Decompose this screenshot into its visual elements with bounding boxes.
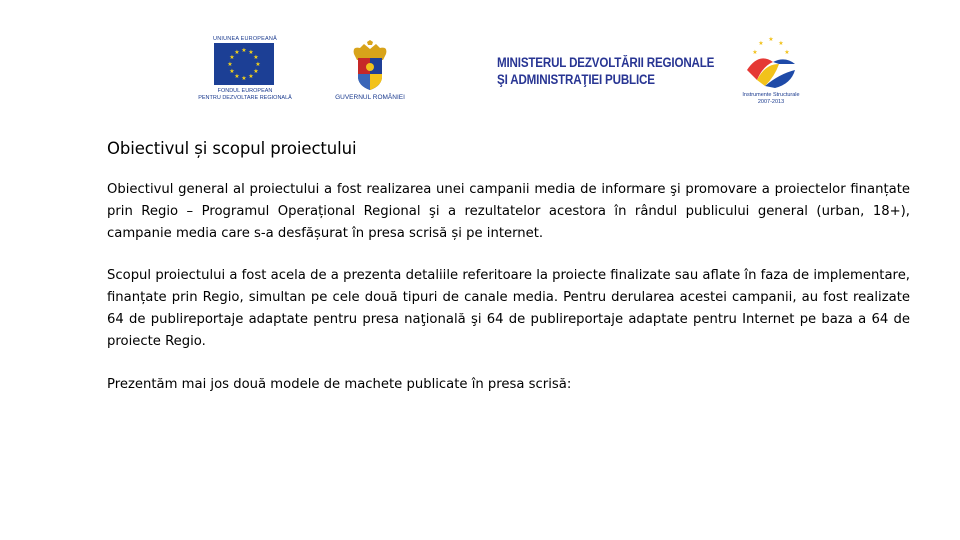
- svg-text:★: ★: [234, 49, 240, 56]
- svg-text:★: ★: [255, 61, 261, 68]
- svg-text:★: ★: [778, 40, 784, 47]
- ministry-logo: [497, 54, 715, 94]
- document-title: Obiectivul și scopul proiectului: [107, 139, 357, 158]
- romania-coat-of-arms-logo: [330, 36, 410, 104]
- eu-logo: [193, 36, 297, 104]
- structural-instruments-caption: [729, 92, 813, 106]
- structural-instruments-icon: [739, 34, 803, 92]
- svg-text:★: ★: [248, 49, 254, 56]
- svg-text:★: ★: [241, 75, 247, 82]
- logo-bar: [0, 0, 960, 110]
- eu-logo-top-text: UNIUNEA EUROPEANĂ: [213, 36, 277, 42]
- eu-flag-icon: [214, 43, 274, 85]
- ministry-logo-line2: ŞI ADMINISTRAŢIEI PUBLICE: [497, 72, 655, 87]
- romania-caption: GUVERNUL ROMÂNIEI: [335, 94, 405, 101]
- structural-caption-line1: Instrumente Structurale: [742, 92, 800, 98]
- svg-text:★: ★: [784, 49, 790, 56]
- document-content: [107, 137, 910, 416]
- paragraph-scope: Scopul proiectului a fost acela de a prezenta detaliile referitoare la proiecte finalizate sau aflate în faza de implementare, finanțate prin Regio, simultan pe cele două tipuri de canale media. Pentru derularea acestei campanii, au fost realizate 64 de publireportaje adaptate pentru presa naţională şi 64 de publireportaje adaptate pentru Internet pe baza a 64 de proiecte Regio.: [107, 268, 910, 349]
- svg-text:★: ★: [241, 47, 247, 54]
- structural-caption-line2: 2007-2013: [757, 99, 785, 105]
- coat-of-arms-icon: [350, 40, 390, 92]
- eu-logo-bottom-text: [193, 88, 297, 102]
- svg-text:★: ★: [768, 36, 774, 43]
- svg-text:★: ★: [752, 49, 758, 56]
- svg-text:★: ★: [229, 68, 235, 75]
- svg-text:★: ★: [234, 73, 240, 80]
- svg-text:★: ★: [253, 68, 259, 75]
- svg-text:★: ★: [248, 73, 254, 80]
- structural-instruments-logo: [729, 34, 813, 106]
- svg-text:★: ★: [227, 61, 233, 68]
- svg-text:★: ★: [758, 40, 764, 47]
- paragraph-objective: Obiectivul general al proiectului a fost realizarea unei campanii media de informare şi promovare a proiectelor finanțate prin Regio – Programul Operațional Regional şi a rezultatelor acestora în rândul publicului general (urban, 18+), campanie media care s-a desfășurat în presa scrisă și pe internet.: [107, 182, 910, 241]
- svg-text:★: ★: [229, 54, 235, 61]
- svg-text:★: ★: [253, 54, 259, 61]
- paragraph-presentation: Prezentăm mai jos două modele de machete publicate în presa scrisă:: [107, 376, 572, 392]
- ministry-logo-line1: MINISTERUL DEZVOLTĂRII REGIONALE: [497, 55, 715, 70]
- eu-logo-bottom-line1: FONDUL EUROPEAN: [217, 88, 273, 94]
- eu-logo-bottom-line2: PENTRU DEZVOLTARE REGIONALĂ: [198, 95, 292, 101]
